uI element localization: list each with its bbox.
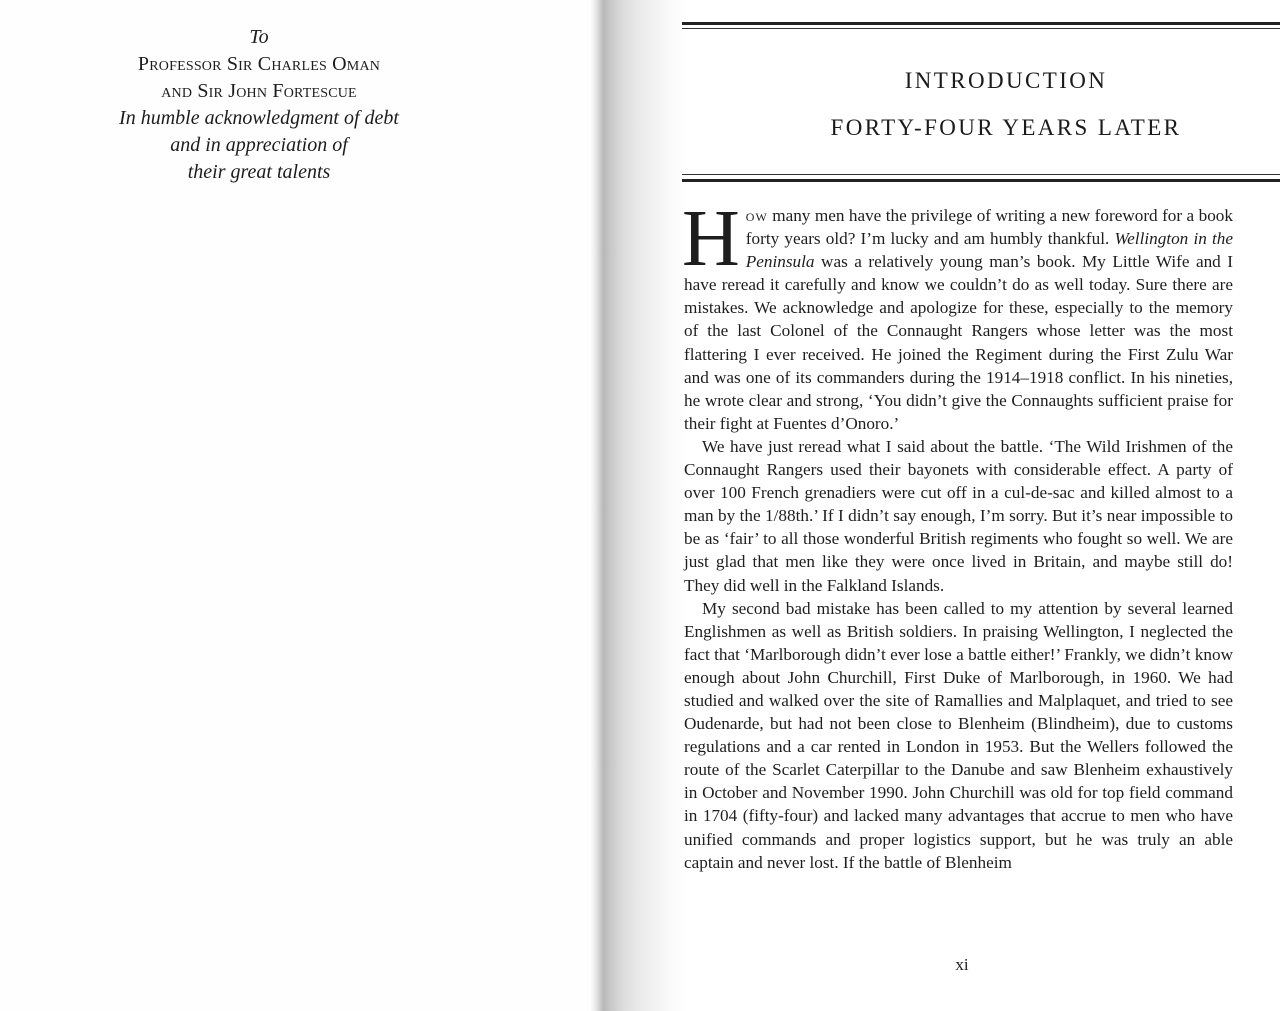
dedication-to: To (249, 26, 269, 48)
chapter-title: INTRODUCTION (904, 68, 1108, 93)
drop-cap: H (682, 195, 740, 283)
dedication-names-line-1: Professor Sir Charles Oman (137, 53, 381, 75)
heading-rule-thick (682, 179, 1280, 182)
dedication-line-5: their great talents (187, 161, 331, 183)
page-number: xi (955, 955, 969, 974)
book-title-italic: Wellington in the Peninsula (745, 229, 1233, 272)
dedication (100, 24, 418, 186)
paragraph-1-text-a: many men have the privilege of writing a new foreword for a book forty years old? I’m lucky and am humbly thankful. (745, 206, 1233, 249)
paragraph-1-lead: ow (745, 206, 768, 225)
dedication-names-line-2: and Sir John Fortescue (161, 80, 357, 102)
paragraph-3: My second bad mistake has been called to my attention by several learned Englishmen as well as British soldiers. In praising Wellington, I neglected the fact that ‘Marlborough didn’t ever lose a battle either!’ Frankly, we didn’t know enough about John Churchill, First Duke of Marlborough, in 1960. We had studied and walked over the site of Ramallies and Malplaquet, and tried to see Oudenarde, but had not been close to Blenheim (Blindheim), due to customs regulations and a car rented in London in 1953. But the Wellers followed the route of the Scarlet Caterpillar to the Danube and saw Blenheim exhaustively in October and November 1990. John Churchill was old for top field command in 1704 (fifty-four) and lacked many advantages that accrue to men who have unified commands and proper logistics support, but he was truly an able captain and never lost. If the battle of Blenheim (684, 598, 1233, 872)
left-page (0, 0, 598, 1011)
paragraph-1 (682, 195, 1233, 435)
dedication-line-4: and in appreciation of (170, 134, 348, 156)
chapter-body (682, 195, 1233, 874)
chapter-subtitle: FORTY-FOUR YEARS LATER (830, 115, 1182, 140)
heading-rule-thin (682, 174, 1280, 175)
top-rule-thick (682, 22, 1280, 25)
dedication-line-3: In humble acknowledgment of debt (119, 107, 399, 129)
paragraph-1-text-b: was a relatively young man’s book. My Little Wife and I have reread it carefully and know we couldn’t do as well today. Sure there are mistakes. We acknowledge and apologize for these, especially to the memory of the last Colonel of the Connaught Rangers whose letter was the most flattering I ever received. He joined the Regiment during the First Zulu War and was one of its commanders during the 1914–1918 conflict. In his nineties, he wrote clear and strong, ‘You didn’t give the Connaughts sufficient praise for their fight at Fuentes d’Onoro.’ (684, 252, 1233, 433)
top-rule-thin (682, 28, 1280, 29)
paragraph-2: We have just reread what I said about the battle. ‘The Wild Irishmen of the Connaught Rangers used their bayonets with considerable effect. A party of over 100 French grenadiers were cut off in a cul-de-sac and killed almost to a man by the 1/88th.’ If I didn’t say enough, I’m sorry. But it’s near impossible to be as ‘fair’ to all those wonderful British regiments who fought so well. We are just glad that men like they were once lived in Britain, and maybe still do! They did well in the Falkland Islands. (684, 436, 1233, 595)
